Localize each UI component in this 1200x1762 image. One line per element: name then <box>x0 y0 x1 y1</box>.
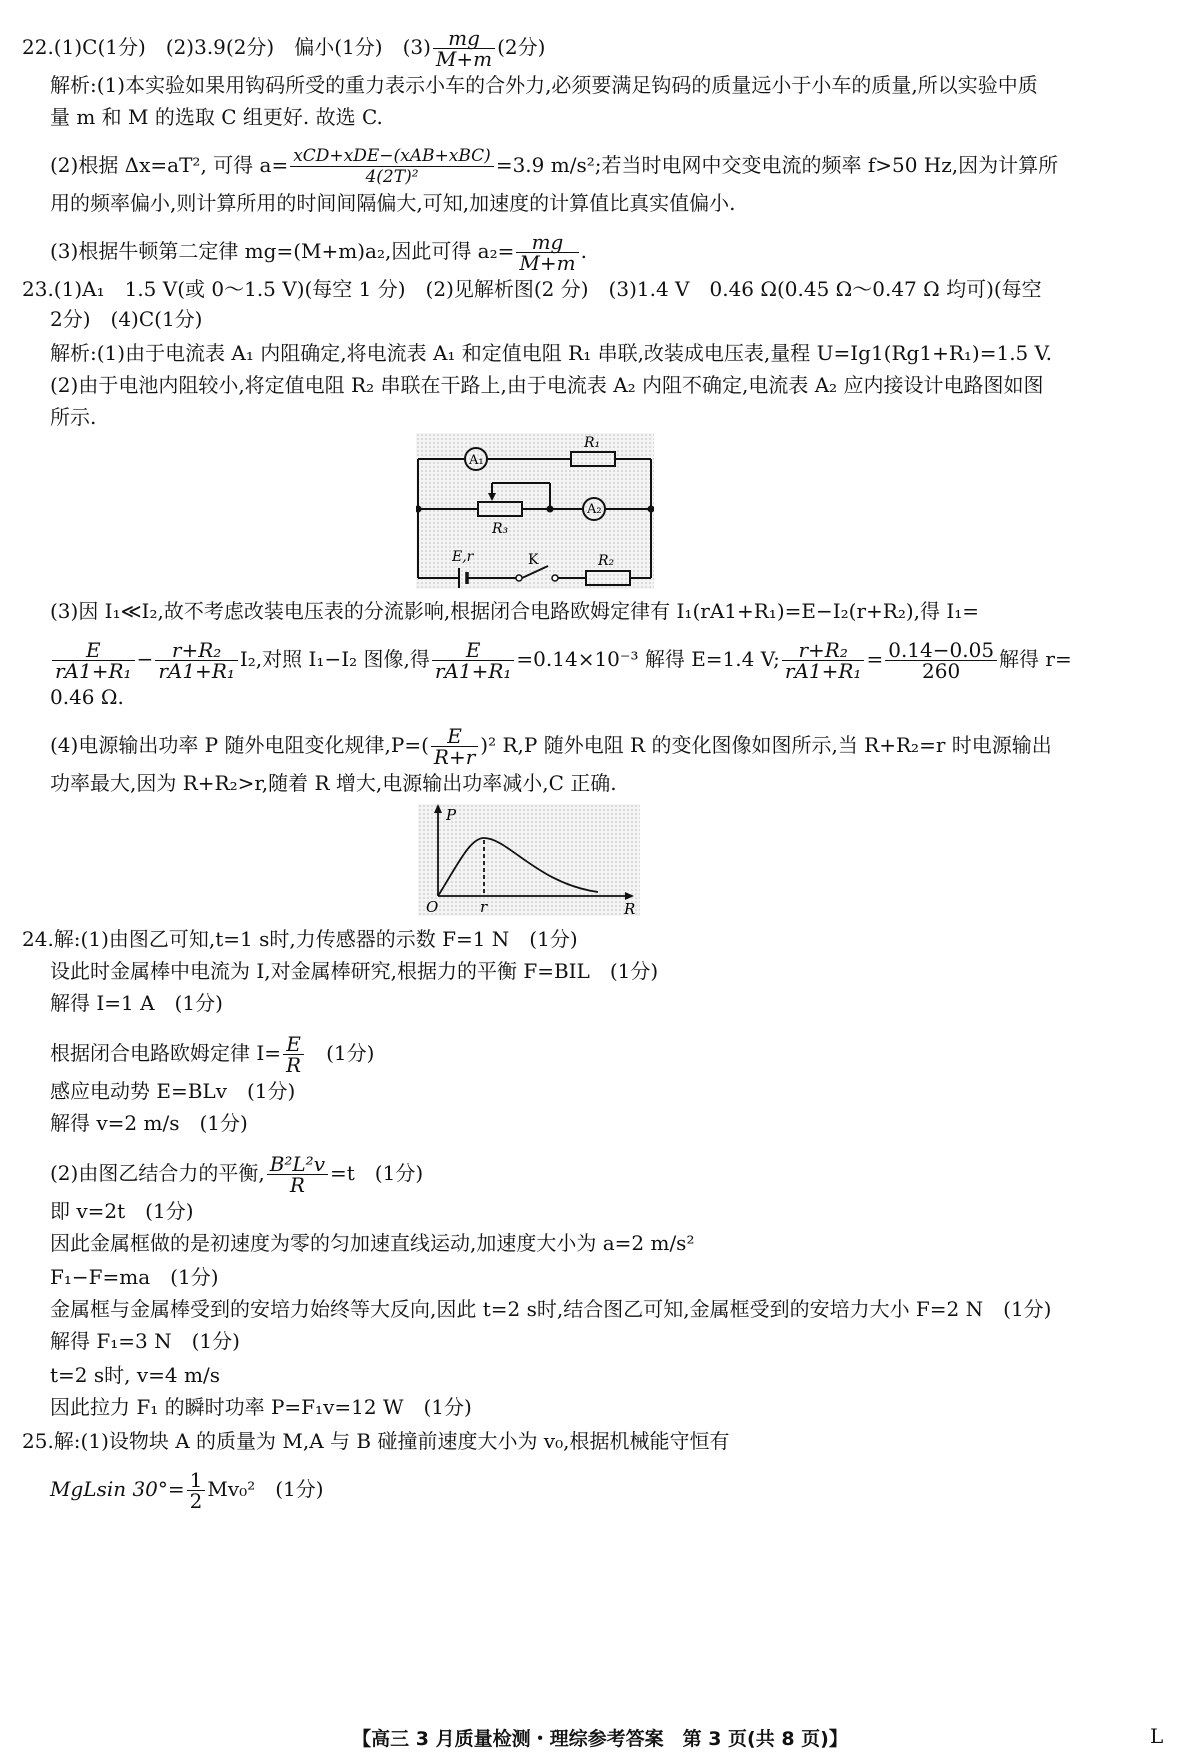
q23-explanation-3c: 0.46 Ω. <box>50 685 124 709</box>
circuit-svg <box>416 433 654 589</box>
axis-label-p: P <box>446 806 457 824</box>
q24-line4: 根据闭合电路欧姆定律 I= $\frac{E}{R}$ (1分) <box>50 1032 375 1077</box>
q23-explanation-3b: $\frac{E}{\text{rA1+R₁}}$ − $\frac{\text{r+R₂}}{\text{rA1+R₁}}$ I₂,对照 I₁−I₂ 图像,得 $\frac{E}{\text{rA1+R₁}}$ =0.14×10⁻³ 解得 E=1.4 V; $\frac{\text{r+R₂}}{\text{rA1+R₁}}$ = $\frac{0.14-0.05}{260}$ 解得 r= <box>50 640 1072 681</box>
circuit-diagram <box>416 433 654 589</box>
q22-explanation-line2: 量 m 和 M 的选取 C 组更好. 故选 C. <box>50 105 383 129</box>
tick-label-r: r <box>480 898 488 916</box>
resistor-r2 <box>586 571 630 585</box>
label-a1: A₁ <box>469 453 484 468</box>
q24-line12: 解得 F₁=3 N (1分) <box>50 1329 240 1353</box>
q23-explanation-4b: 功率最大,因为 R+R₂>r,随着 R 增大,电源输出功率减小,C 正确. <box>50 771 617 795</box>
q24-line13: t=2 s时, v=4 m/s <box>50 1363 220 1387</box>
q22-explanation-line1: 解析:(1)本实验如果用钩码所受的重力表示小车的合外力,必须要满足钩码的质量远小于小车的质量,所以实验中质 <box>50 73 1038 97</box>
q24-line14: 因此拉力 F₁ 的瞬时功率 P=F₁v=12 W (1分) <box>50 1395 472 1419</box>
q24-line5: 感应电动势 E=BLv (1分) <box>50 1079 296 1103</box>
rheostat-r3 <box>478 502 522 516</box>
q24-line9: 因此金属框做的是初速度为零的匀加速直线运动,加速度大小为 a=2 m/s² <box>50 1231 695 1255</box>
label-r1: R₁ <box>584 435 601 451</box>
q22-part2-line2: 用的频率偏小,则计算所用的时间间隔偏大,可知,加速度的计算值比真实值偏小. <box>50 191 736 215</box>
q25-line1: 25.解:(1)设物块 A 的质量为 M,A 与 B 碰撞前速度大小为 v₀,根据机械能守恒有 <box>22 1429 730 1453</box>
q22-part3-frac: $\frac{mg}{M+m}$ <box>516 232 578 273</box>
q22-part2-line1: (2)根据 Δx=aT², 可得 a= $\frac{\text{xCD+xDE−(xAB+xBC)}}{\text{4(2T)²}}$ =3.9 m/s²;若当时电网中交变电流的频率 f>50 Hz,因为计算所 <box>50 146 1059 187</box>
q24-line6: 解得 v=2 m/s (1分) <box>50 1111 248 1135</box>
q23-explanation-4a: (4)电源输出功率 P 随外电阻变化规律,P=( $\frac{E}{R+r}$ )² R,P 随外电阻 R 的变化图像如图所示,当 R+R₂=r 时电源输出 <box>50 724 1052 769</box>
origin-label: O <box>426 898 439 916</box>
q24-line7: (2)由图乙结合力的平衡, $\frac{\text{B²L²v}}{R}$ =t (1分) <box>50 1152 424 1197</box>
q23-explanation-1: 解析:(1)由于电流表 A₁ 内阻确定,将电流表 A₁ 和定值电阻 R₁ 串联,改装成电压表,量程 U=Ig1(Rg1+R₁)=1.5 V. <box>50 341 1052 365</box>
q23-header-line1: 23.(1)A₁ 1.5 V(或 0～1.5 V)(每空 1 分) (2)见解析图(2 分) (3)1.4 V 0.46 Ω(0.45 Ω～0.47 Ω 均可)(每空 <box>22 277 1042 301</box>
page-footer: 【高三 3 月质量检测・理综参考答案 第 3 页(共 8 页)】 <box>352 1728 848 1750</box>
graph-svg <box>418 804 640 916</box>
q24-line3: 解得 I=1 A (1分) <box>50 991 223 1015</box>
q25-line2: MgLsin 30°= $\frac{1}{2}$ Mv₀² (1分) <box>50 1468 324 1513</box>
q22-part2-frac: $\frac{\text{xCD+xDE−(xAB+xBC)}}{\text{4(2T)²}}$ <box>290 146 494 187</box>
label-a2: A₂ <box>587 502 602 517</box>
page-corner-mark: L <box>1150 1724 1164 1748</box>
label-er: E,r <box>452 549 474 565</box>
q23-explanation-2a: (2)由于电池内阻较小,将定值电阻 R₂ 串联在干路上,由于电流表 A₂ 内阻不确定,电流表 A₂ 应内接设计电路图如图 <box>50 373 1044 397</box>
q24-line2: 设此时金属棒中电流为 I,对金属棒研究,根据力的平衡 F=BIL (1分) <box>50 959 659 983</box>
q24-line11: 金属框与金属棒受到的安培力始终等大反向,因此 t=2 s时,结合图乙可知,金属框受到的安培力大小 F=2 N (1分) <box>50 1297 1052 1321</box>
resistor-r1 <box>571 452 615 466</box>
q22-header: 22.(1)C(1分) (2)3.9(2分) 偏小(1分) (3) $\frac{mg}{M+m}$ (2分) <box>22 26 546 71</box>
q22-frac: $\frac{mg}{M+m}$ <box>433 28 495 69</box>
q24-line8: 即 v=2t (1分) <box>50 1199 194 1223</box>
q24-line10: F₁−F=ma (1分) <box>50 1265 219 1289</box>
q23-explanation-3a: (3)因 I₁≪I₂,故不考虑改装电压表的分流影响,根据闭合电路欧姆定律有 I₁(rA1+R₁)=E−I₂(r+R₂),得 I₁= <box>50 599 980 623</box>
q24-line1: 24.解:(1)由图乙可知,t=1 s时,力传感器的示数 F=1 N (1分) <box>22 927 578 951</box>
power-curve <box>438 838 598 896</box>
power-resistance-graph <box>418 804 640 916</box>
label-r3: R₃ <box>492 521 509 537</box>
label-k: K <box>528 552 539 568</box>
q22-part3: (3)根据牛顿第二定律 mg=(M+m)a₂,因此可得 a₂= $\frac{mg}{M+m}$ . <box>50 230 587 275</box>
axis-label-r: R <box>624 900 636 916</box>
q23-explanation-2b: 所示. <box>50 405 97 429</box>
label-r2: R₂ <box>598 553 615 569</box>
q23-header-line2: 2分) (4)C(1分) <box>50 307 203 331</box>
